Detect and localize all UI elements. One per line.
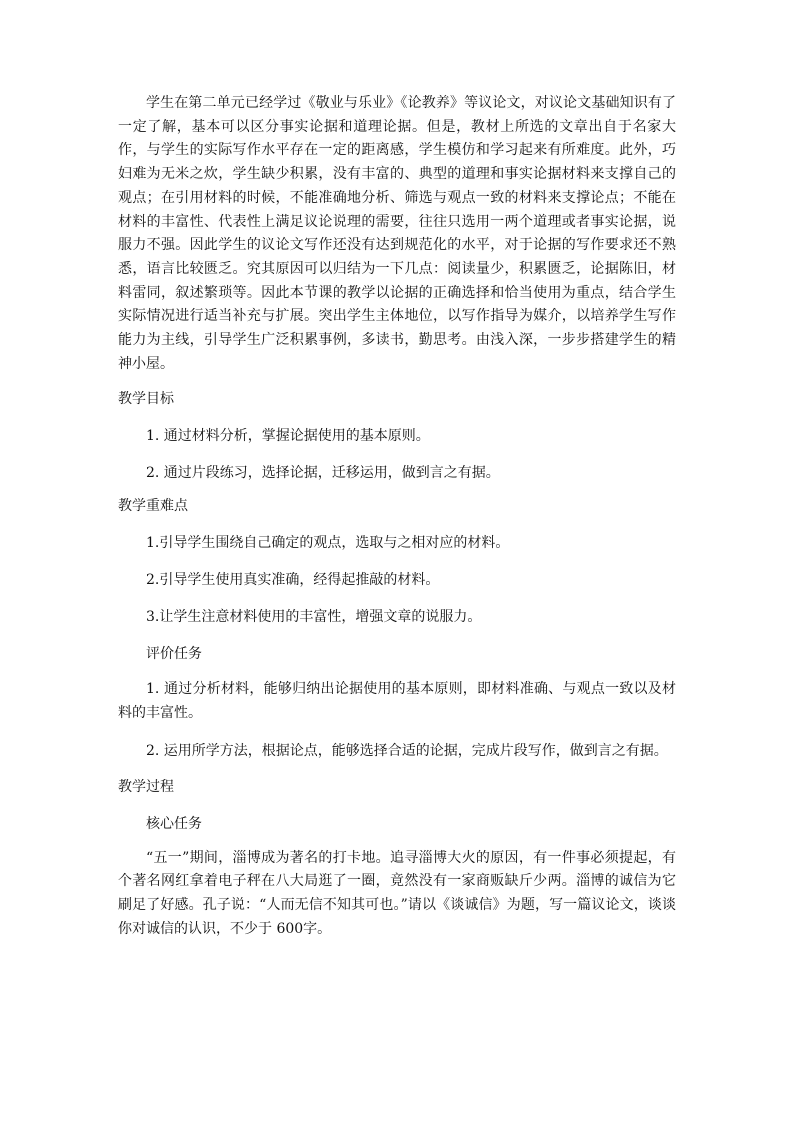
evaluation-item-1: 1. 通过分析材料，能够归纳出论据使用的基本原则，即材料准确、与观点一致以及材料的丰富性。 (118, 681, 676, 722)
core-task-paragraph: “五一”期间，淄博成为著名的打卡地。追寻淄博大火的原因，有一件事必须提起，有个著名网红拿着电子秤在八大局逛了一圈，竟然没有一家商贩缺斤少两。淄博的诚信为它刷足了好感。孔子说：“人而无信不知其可也。”请以《谈诚信》为题，写一篇议论文，谈谈你对诚信的认识，不少于 600字。 (118, 849, 676, 937)
objective-item-2: 2. 通过片段练习，选择论据，迁移运用，做到言之有据。 (146, 465, 500, 482)
process-heading: 教学过程 (118, 778, 174, 795)
key-point-item-2: 2.引导学生使用真实准确，经得起推敲的材料。 (146, 572, 440, 589)
evaluation-heading: 评价任务 (146, 646, 202, 663)
document-page (118, 92, 676, 941)
objective-item-1: 1. 通过材料分析，掌握论据使用的基本原则。 (146, 428, 430, 445)
key-point-item-1: 1.引导学生围绕自己确定的观点，选取与之相对应的材料。 (146, 535, 510, 552)
core-task-heading: 核心任务 (146, 815, 202, 832)
evaluation-item-2: 2. 运用所学方法，根据论点，能够选择合适的论据，完成片段写作，做到言之有据。 (146, 742, 668, 759)
key-points-heading: 教学重难点 (118, 498, 188, 515)
key-point-item-3: 3.让学生注意材料使用的丰富性，增强文章的说服力。 (146, 609, 482, 626)
intro-paragraph: 学生在第二单元已经学过《敬业与乐业》《论教养》等议论文，对议论文基础知识有了一定了解，基本可以区分事实论据和道理论据。但是，教材上所选的文章出自于名家大作，与学生的实际写作水平存在一定的距离感，学生模仿和学习起来有所难度。此外，巧妇难为无米之炊，学生缺少积累，没有丰富的、典型的道理和事实论据材料来支撑自己的观点；在引用材料的时候，不能准确地分析、筛选与观点一致的材料来支撑论点；不能在材料的丰富性、代表性上满足议论说理的需要，往往只选用一两个道理或者事实论据，说服力不强。因此学生的议论文写作还没有达到规范化的水平，对于论据的写作要求还不熟悉，语言比较匮乏。究其原因可以归结为一下几点：阅读量少，积累匮乏，论据陈旧，材料雷同，叙述繁琐等。因此本节课的教学以论据的正确选择和恰当使用为重点，结合学生实际情况进行适当补充与扩展。突出学生主体地位，以写作指导为媒介，以培养学生写作能力为主线，引导学生广泛积累事例，多读书，勤思考。由浅入深，一步步搭建学生的精神小屋。 (118, 95, 676, 372)
objectives-heading: 教学目标 (118, 391, 174, 408)
